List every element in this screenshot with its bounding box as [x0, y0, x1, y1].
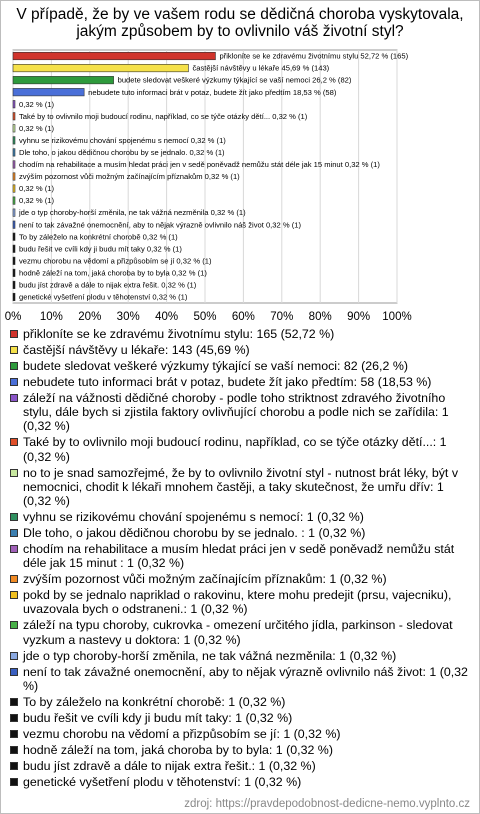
legend-label: není to tak závažné onemocnění, aby to nějak výrazně ovlivnilo náš život: 1 (0,32 %)	[23, 664, 468, 693]
bar-label: není to tak závažné onemocnění, aby to nějak výrazně ovlivnilo náš život 0,32 % (1)	[19, 220, 301, 230]
legend-label: přikloníte se ke zdravému životnímu stylu: 165 (52,72 %)	[23, 327, 335, 341]
legend-item	[10, 391, 472, 434]
legend-swatch	[10, 714, 18, 722]
bar	[13, 269, 15, 276]
bar	[13, 100, 15, 107]
legend-swatch	[10, 529, 18, 537]
bar-label: 0,32 % (1)	[19, 99, 55, 109]
legend-label: jde o typ choroby-horší změnila, ne tak vážná nezměnila: 1 (0,32 %)	[23, 648, 397, 663]
bar	[13, 52, 215, 59]
bar-label: To by záleželo na konkrétní chorobě 0,32 % (1)	[19, 232, 178, 242]
bar	[13, 257, 15, 264]
legend-label: vezmu chorobu na vědomí a přizpůsobím se jí: 1 (0,32 %)	[23, 726, 341, 741]
bar-label: budu jíst zdravě a dále to nijak extra řešit. 0,32 % (1)	[19, 280, 197, 290]
bar-label: Dle toho, o jakou dědičnou chorobu by se jednalo. 0,32 % (1)	[19, 148, 225, 158]
legend-item	[10, 695, 472, 709]
legend-label: Dle toho, o jakou dědičnou chorobu by se jednalo. : 1 (0,32 %)	[23, 526, 366, 541]
legend-label: nebudete tuto informaci brát v potaz, budete žít jako předtím: 58 (18,53 %)	[23, 375, 432, 389]
bar	[13, 113, 15, 120]
bar-label: 0,32 % (1)	[19, 184, 55, 194]
legend-swatch	[10, 469, 18, 477]
bar-label: častější návštěvy u lékaře 45,69 % (143)	[192, 63, 330, 73]
legend-swatch	[10, 575, 18, 583]
legend-item	[10, 711, 472, 725]
bar	[13, 209, 15, 216]
legend-item	[10, 727, 472, 741]
legend-item	[10, 649, 472, 663]
bar	[13, 197, 15, 204]
legend-swatch	[10, 652, 18, 660]
legend-label: budu řešit ve cvíli kdy ji budu mít taky: 1 (0,32 %)	[23, 710, 293, 725]
legend-label: To by záleželo na konkrétní chorobě: 1 (0,32 %)	[23, 694, 286, 709]
x-tick-label: 30%	[116, 311, 140, 323]
legend-swatch	[10, 513, 18, 521]
source-note: zdroj: https://pravdepodobnost-dedicne-nemo.vyplnto.cz	[184, 798, 470, 810]
legend-label: záleží na typu choroby, cukrovka - omezení určitého jídla, parkinson - sledovat vyzkum a nastevy u doktora: 1 (0,32 %)	[23, 618, 453, 647]
chart-legend	[10, 327, 472, 791]
legend-label: vyhnu se rizikovému chování spojenému s nemocí: 1 (0,32 %)	[23, 510, 364, 525]
bar-label: genetické vyšetření plodu v těhotenství 0,32 % (1)	[19, 292, 188, 302]
legend-item	[10, 510, 472, 524]
legend-item	[10, 542, 472, 570]
legend-label: genetické vyšetření plodu v těhotenství: 1 (0,32 %)	[23, 774, 302, 789]
legend-swatch	[10, 698, 18, 706]
bar	[13, 233, 15, 240]
bar	[13, 173, 15, 180]
legend-item	[10, 466, 472, 509]
bar	[13, 281, 15, 288]
legend-label: častější návštěvy u lékaře: 143 (45,69 %)	[23, 343, 250, 357]
legend-swatch	[10, 746, 18, 754]
legend-item	[10, 759, 472, 773]
legend-swatch	[10, 378, 18, 386]
bar-label: vyhnu se rizikovému chování spojenému s nemocí 0,32 % (1)	[19, 135, 226, 145]
bar-label: vezmu chorobu na vědomí a přizpůsobím se jí 0,32 % (1)	[19, 256, 212, 266]
bar	[13, 221, 15, 228]
legend-item	[10, 618, 472, 646]
bar-label: hodně záleží na tom, jaká choroba by to byla 0,32 % (1)	[19, 268, 207, 278]
legend-label: Také by to ovlivnilo moji budoucí rodinu, například, co se týče otázky dětí...: 1 (0,32 %)	[23, 435, 447, 464]
bar-label: 0,32 % (1)	[19, 196, 55, 206]
legend-label: záleží na vážnosti dědičné choroby - podle toho striktnost zdravého životního stylu, dále bych si zjistila faktory ovlivňující chorobu a podle nich se zařídila: 1 (0,32 %)	[23, 391, 449, 434]
bar	[13, 149, 15, 156]
bar	[13, 137, 15, 144]
x-tick-label: 0%	[4, 311, 22, 323]
chart-title-line-2: jakým způsobem by to ovlivnilo váš životní styl?	[76, 23, 404, 40]
legend-swatch	[10, 621, 18, 629]
legend-swatch	[10, 346, 18, 354]
bar	[13, 64, 188, 71]
x-tick-label: 40%	[155, 311, 179, 323]
legend-label: chodím na rehabilitace a musím hledat práci jen v sedě poněvadž nemůžu stát déle jak 15 minut : 1 (0,32 %)	[23, 542, 455, 571]
legend-item	[10, 743, 472, 757]
legend-swatch	[10, 394, 18, 402]
x-tick-label: 100%	[382, 311, 412, 323]
legend-label: budete sledovat veškeré výzkumy týkající se vaší nemoci: 82 (26,2 %)	[23, 359, 408, 373]
legend-item	[10, 588, 472, 616]
legend-item	[10, 572, 472, 586]
bar-label: budu řešit ve cvíli kdy ji budu mít taky 0,32 % (1)	[19, 244, 182, 254]
legend-item	[10, 327, 472, 341]
legend-swatch	[10, 668, 18, 676]
bar	[13, 161, 15, 168]
bar-label: přikloníte se ke zdravému životnímu stylu 52,72 % (165)	[219, 51, 409, 61]
x-tick-label: 90%	[347, 311, 371, 323]
legend-swatch	[10, 762, 18, 770]
bar-label: chodím na rehabilitace a musím hledat práci jen v sedě poněvadž nemůžu stát déle jak 15 minut 0,32 % (1)	[19, 160, 380, 170]
legend-item	[10, 359, 472, 373]
bar-chart	[0, 0, 480, 330]
bar	[13, 125, 15, 132]
legend-item	[10, 435, 472, 463]
legend-swatch	[10, 730, 18, 738]
bar	[13, 245, 15, 252]
bar-label: nebudete tuto informaci brát v potaz, budete žít jako předtím 18,53 % (58)	[88, 87, 337, 97]
x-tick-label: 50%	[193, 311, 217, 323]
legend-swatch	[10, 591, 18, 599]
legend-swatch	[10, 545, 18, 553]
bar	[13, 293, 15, 300]
bar-label: budete sledovat veškeré výzkumy týkající se vaší nemoci 26,2 % (82)	[117, 75, 352, 85]
x-tick-label: 20%	[78, 311, 102, 323]
legend-swatch	[10, 438, 18, 446]
legend-label: no to je snad samozřejmé, že by to ovlivnilo životní styl - nutnost brát léky, být v nemocnici, chodit k lékaři mnohem častěji, a taky skutečnost, že umřu dřív: 1 (0,32 %)	[23, 465, 459, 509]
legend-label: budu jíst zdravě a dále to nijak extra řešit.: 1 (0,32 %)	[23, 758, 316, 773]
legend-item	[10, 343, 472, 357]
bar	[13, 88, 84, 95]
legend-swatch	[10, 362, 18, 370]
legend-item	[10, 375, 472, 389]
legend-swatch	[10, 330, 18, 338]
legend-item	[10, 775, 472, 789]
bar-label: zvýším pozornost vůči možným začínajícím příznakům 0,32 % (1)	[19, 172, 240, 182]
legend-label: zvýším pozornost vůči možným začínajícím příznakům: 1 (0,32 %)	[23, 572, 387, 587]
bar	[13, 185, 15, 192]
x-tick-label: 80%	[308, 311, 332, 323]
x-tick-label: 10%	[39, 311, 63, 323]
bar-label: jde o typ choroby-horší změnila, ne tak vážná nezměnila 0,32 % (1)	[19, 208, 246, 218]
legend-label: hodně záleží na tom, jaká choroba by to byla: 1 (0,32 %)	[23, 742, 333, 757]
bar-label: Také by to ovlivnilo moji budoucí rodinu, například, co se týče otázky dětí... 0,32 % (1)	[19, 111, 308, 121]
bar-label: 0,32 % (1)	[19, 123, 55, 133]
x-tick-label: 70%	[270, 311, 294, 323]
bar	[13, 76, 114, 83]
legend-item	[10, 526, 472, 540]
legend-swatch	[10, 778, 18, 786]
x-tick-label: 60%	[231, 311, 255, 323]
legend-item	[10, 665, 472, 693]
legend-label: pokd by se jednalo napriklad o rakovinu, ktere mohu predejit (prsu, vajecniku), uvazovala bych o odstraneni.: 1 (0,32 %)	[23, 588, 452, 617]
chart-title-line-1: V případě, že by ve vašem rodu se dědičná choroba vyskytovala,	[16, 6, 464, 23]
